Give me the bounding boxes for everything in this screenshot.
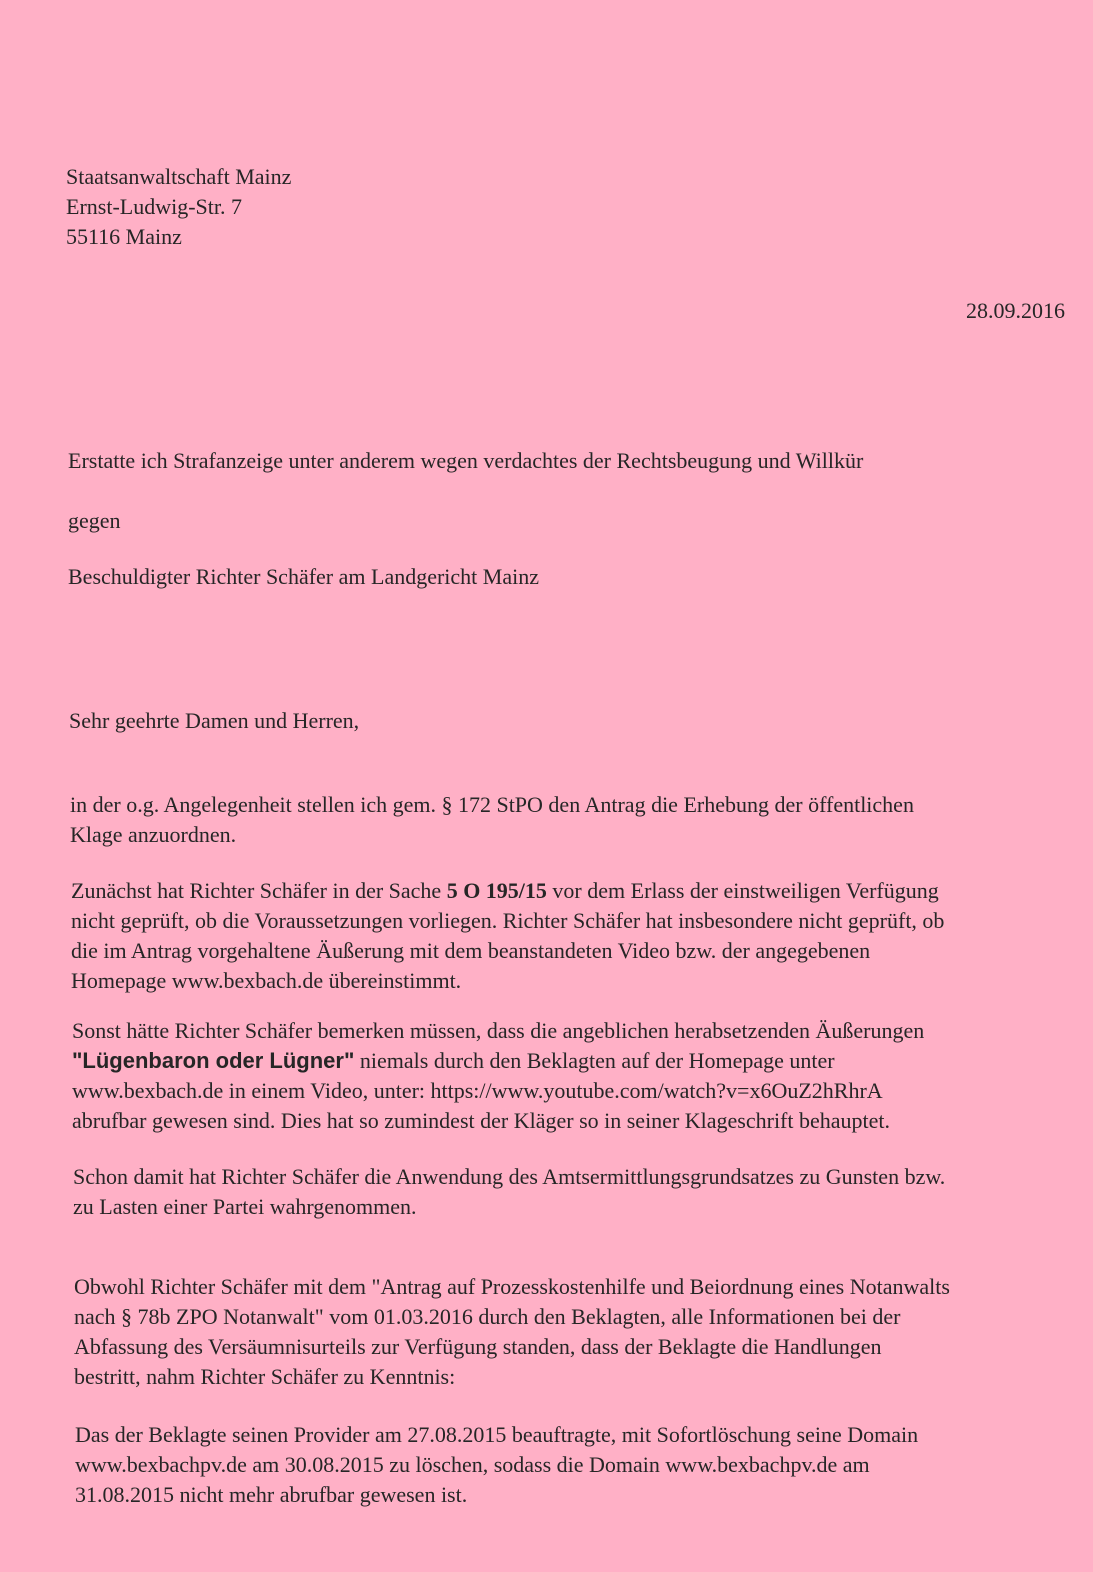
- paragraph-6-line-1: Das der Beklagte seinen Provider am 27.08.2015 beauftragte, mit Sofortlöschung seine Domain: [75, 1422, 919, 1447]
- paragraph-3-line-2-post: niemals durch den Beklagten auf der Homepage unter: [354, 1048, 835, 1073]
- paragraph-6: [75, 1420, 918, 1510]
- case-number: 5 O 195/15: [446, 878, 547, 903]
- complaint-accused: Beschuldigter Richter Schäfer am Landgericht Mainz: [68, 564, 539, 589]
- paragraph-1: [70, 790, 914, 850]
- paragraph-6-line-3: 31.08.2015 nicht mehr abrufbar gewesen ist.: [75, 1482, 468, 1507]
- complaint-intro: Erstatte ich Strafanzeige unter anderem wegen verdachtes der Rechtsbeugung und Willkür: [68, 448, 864, 473]
- recipient-street: Ernst-Ludwig-Str. 7: [66, 194, 242, 219]
- paragraph-2-line-1-pre: Zunächst hat Richter Schäfer in der Sache: [71, 878, 447, 903]
- recipient-name: Staatsanwaltschaft Mainz: [66, 164, 292, 189]
- paragraph-1-line-2: Klage anzuordnen.: [70, 822, 237, 847]
- paragraph-5-line-3: Abfassung des Versäumnisurteils zur Verfügung standen, dass der Beklagte die Handlungen: [74, 1334, 882, 1359]
- recipient-address: [66, 162, 291, 252]
- paragraph-4: [73, 1162, 945, 1222]
- paragraph-2: [71, 876, 944, 996]
- paragraph-5: [74, 1272, 950, 1392]
- recipient-city: 55116 Mainz: [66, 224, 182, 249]
- paragraph-3-line-1: Sonst hätte Richter Schäfer bemerken müssen, dass die angeblichen herabsetzenden Äußerungen: [72, 1018, 925, 1043]
- paragraph-4-line-2: zu Lasten einer Partei wahrgenommen.: [73, 1194, 417, 1219]
- paragraph-3-line-2: [72, 1046, 924, 1076]
- paragraph-2-line-4: Homepage www.bexbach.de übereinstimmt.: [71, 968, 462, 993]
- paragraph-2-line-3: die im Antrag vorgehaltene Äußerung mit dem beanstandeten Video bzw. der angegebenen: [71, 938, 871, 963]
- paragraph-1-line-1: in der o.g. Angelegenheit stellen ich gem. § 172 StPO den Antrag die Erhebung der öffentlichen: [70, 792, 914, 817]
- paragraph-2-line-1-post: vor dem Erlass der einstweiligen Verfügung: [546, 878, 939, 903]
- paragraph-3-line-4: abrufbar gewesen sind. Dies hat so zumindest der Kläger so in seiner Klageschrift behauptet.: [72, 1108, 891, 1133]
- paragraph-6-line-2: www.bexbachpv.de am 30.08.2015 zu löschen, sodass die Domain www.bexbachpv.de am: [75, 1452, 870, 1477]
- salutation: Sehr geehrte Damen und Herren,: [69, 708, 360, 733]
- paragraph-2-line-2: nicht geprüft, ob die Voraussetzungen vorliegen. Richter Schäfer hat insbesondere nicht geprüft, ob: [71, 908, 945, 933]
- paragraph-3-line-3: www.bexbach.de in einem Video, unter: https://www.youtube.com/watch?v=x6OuZ2hRhrA: [72, 1078, 883, 1103]
- quoted-insult: "Lügenbaron oder Lügner": [72, 1048, 355, 1073]
- letter-date: 28.09.2016: [966, 298, 1065, 323]
- paragraph-5-line-1: Obwohl Richter Schäfer mit dem "Antrag auf Prozesskostenhilfe und Beiordnung eines Notanwalts: [74, 1274, 950, 1299]
- paragraph-4-line-1: Schon damit hat Richter Schäfer die Anwendung des Amtsermittlungsgrundsatzes zu Gunsten bzw.: [73, 1164, 946, 1189]
- complaint-against: gegen: [68, 508, 121, 533]
- paragraph-5-line-2: nach § 78b ZPO Notanwalt" vom 01.03.2016 durch den Beklagten, alle Informationen bei der: [74, 1304, 901, 1329]
- paragraph-2-line-1: [71, 876, 944, 906]
- paragraph-3: [72, 1016, 924, 1136]
- paragraph-5-line-4: bestritt, nahm Richter Schäfer zu Kenntnis:: [74, 1364, 456, 1389]
